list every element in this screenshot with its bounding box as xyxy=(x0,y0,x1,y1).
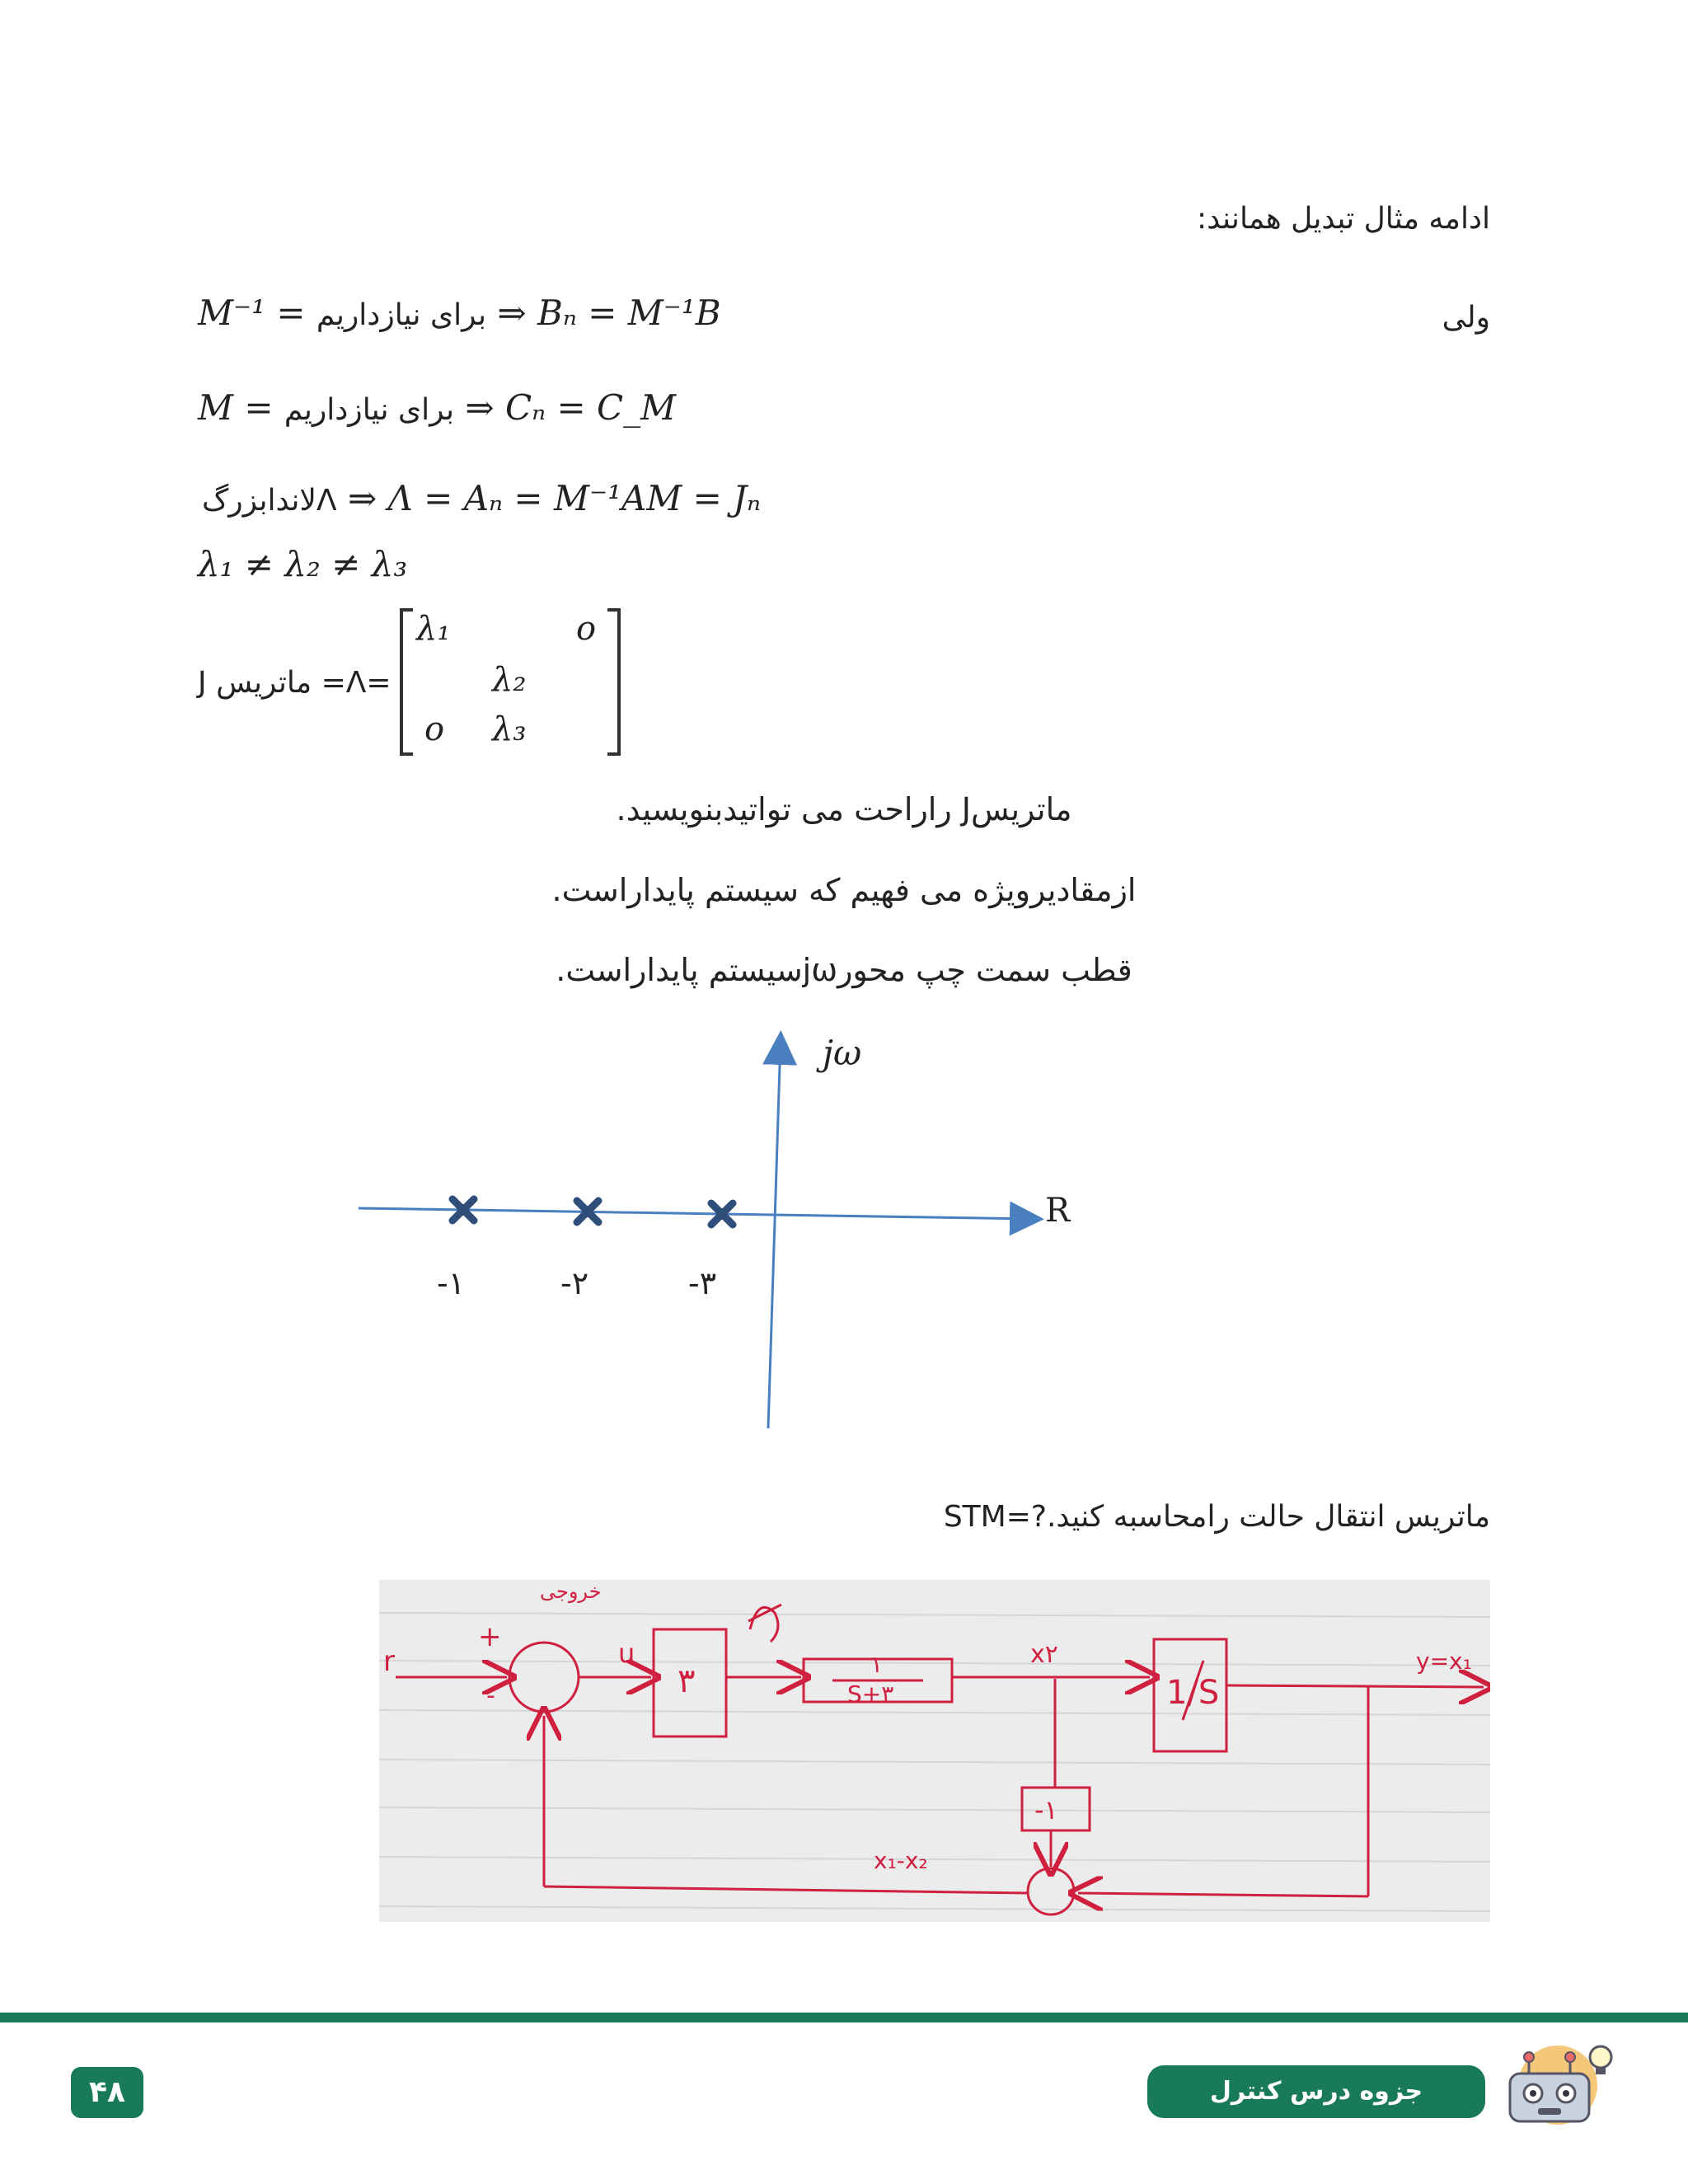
diagram-labels xyxy=(383,1580,1472,1874)
equation-4: λ₁ ≠ λ₂ ≠ λ₃ xyxy=(198,544,408,584)
scribble-mark xyxy=(748,1605,781,1642)
x-axis-label: R xyxy=(1045,1192,1071,1230)
equation-1 xyxy=(198,293,721,333)
equation-2-fa: برای نیازداریم xyxy=(284,393,455,427)
block1-label: ۳ xyxy=(678,1662,696,1700)
intro-text: ادامه مثال تبدیل همانند: xyxy=(1197,202,1490,236)
tick-label: -۳ xyxy=(688,1265,717,1301)
stm-question: ماتریس انتقال حالت رامحاسبه کنید.?=STM xyxy=(943,1500,1490,1534)
equation-1-fa: برای نیازداریم xyxy=(316,298,487,332)
text-line-2: ازمقادیرویژه می فهیم که سیستم پایداراست. xyxy=(551,872,1137,908)
matrix-cell-r1c3: o xyxy=(576,610,597,648)
page-number: ۴۸ xyxy=(71,2067,143,2118)
input-label: r xyxy=(383,1645,395,1678)
block2-numerator: ۱ xyxy=(870,1651,884,1678)
text-line-1: ماتریسJ راراحت می تواتیدبنویسید. xyxy=(616,791,1072,827)
block-diagram xyxy=(379,1580,1490,1922)
summing-junction-2 xyxy=(1028,1868,1074,1915)
matrix-cell-r3c2: λ₃ xyxy=(492,710,527,748)
pole-plot xyxy=(346,1022,1137,1451)
tick-label: -۱ xyxy=(437,1265,466,1301)
equation-3 xyxy=(202,478,761,518)
jordan-matrix xyxy=(400,610,621,754)
feedback-signal-label: x₁-x₂ xyxy=(874,1847,928,1874)
equation-1-lhs: M⁻¹ = xyxy=(198,293,306,333)
block-diagram-photo xyxy=(379,1580,1490,1922)
signal-u: u xyxy=(618,1638,635,1669)
summing-junction-1 xyxy=(509,1643,579,1712)
y-axis xyxy=(768,1040,781,1428)
matrix-label: J ماتریس =Λ= xyxy=(198,666,392,700)
equation-2-lhs: M = xyxy=(198,387,274,428)
equation-3-rhs: ⇒ Λ = Aₙ = M⁻¹AM = Jₙ xyxy=(347,478,762,518)
equation-2-rhs: ⇒ Cₙ = C_M xyxy=(465,387,677,428)
sum-sign-minus: - xyxy=(486,1681,495,1710)
notebook-lines xyxy=(379,1613,1490,1911)
feedback-block-label: -۱ xyxy=(1034,1794,1058,1825)
footer-divider xyxy=(0,2013,1688,2022)
scribble-top: خروجی xyxy=(540,1580,602,1603)
y-axis-label: jω xyxy=(823,1033,862,1073)
equation-1-rhs: ⇒ Bₙ = M⁻¹B xyxy=(497,293,721,333)
but-label: ولی xyxy=(1442,301,1490,335)
tick-label: -۲ xyxy=(560,1265,589,1301)
equation-3-fa: لاندابزرگΛ xyxy=(202,484,337,518)
signal-x2: x۲ xyxy=(1030,1640,1058,1669)
matrix-cell-r2c2: λ₂ xyxy=(492,661,527,699)
footer-title: جزوه درس کنترل xyxy=(1147,2065,1485,2118)
block3-label: 1/S xyxy=(1166,1674,1220,1712)
output-label: y=x₁ xyxy=(1416,1647,1472,1675)
block2-denominator: S+۳ xyxy=(847,1680,894,1708)
equation-2 xyxy=(198,387,676,428)
matrix-cell-r1c1: λ₁ xyxy=(416,610,451,648)
sum-sign-plus: + xyxy=(478,1620,502,1653)
text-line-3: قطب سمت چپ محورjωسیستم پایداراست. xyxy=(556,952,1132,988)
robot-mascot-icon xyxy=(1492,2042,1615,2133)
matrix-cell-r3c1: o xyxy=(424,710,445,748)
